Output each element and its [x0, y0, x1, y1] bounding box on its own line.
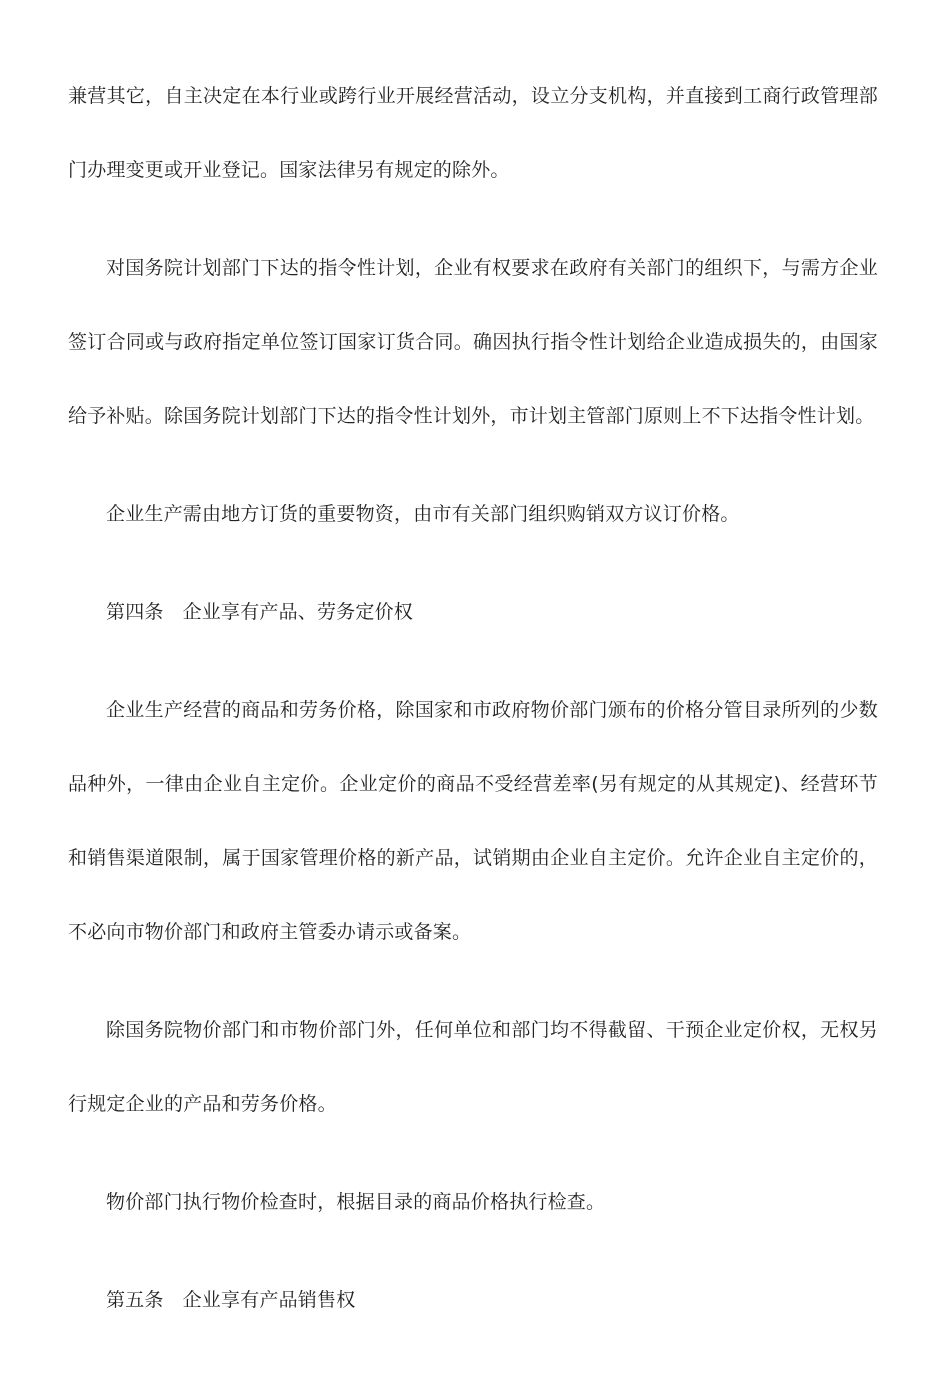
article-5-heading	[68, 1263, 878, 1337]
paragraph-7: 物价部门执行物价检查时，根据目录的商品价格执行检查。	[106, 1191, 606, 1213]
article-number: 第四条	[106, 601, 164, 623]
paragraph-1: 兼营其它，自主决定在本行业或跨行业开展经营活动，设立分支机构，并直接到工商行政管理部门办理变更或开业登记。国家法律另有规定的除外。	[68, 85, 878, 181]
article-4-heading	[68, 575, 878, 649]
article-title: 企业享有产品、劳务定价权	[182, 601, 414, 623]
paragraph-3: 企业生产需由地方订货的重要物资，由市有关部门组织购销双方议订价格。	[106, 503, 740, 525]
document-body	[68, 85, 878, 1387]
paragraph-6: 除国务院物价部门和市物价部门外，任何单位和部门均不得截留、干预企业定价权，无权另行规定企业的产品和劳务价格。	[68, 1019, 878, 1115]
article-number: 第五条	[106, 1289, 164, 1311]
article-title: 企业享有产品销售权	[182, 1289, 356, 1311]
paragraph-2: 对国务院计划部门下达的指令性计划，企业有权要求在政府有关部门的组织下，与需方企业签订合同或与政府指定单位签订国家订货合同。确因执行指令性计划给企业造成损失的，由国家给予补贴。除国务院计划部门下达的指令性计划外，市计划主管部门原则上不下达指令性计划。	[68, 257, 878, 427]
paragraph-5: 企业生产经营的商品和劳务价格，除国家和市政府物价部门颁布的价格分管目录所列的少数品种外，一律由企业自主定价。企业定价的商品不受经营差率(另有规定的从其规定)、经营环节和销售渠道限制，属于国家管理价格的新产品，试销期由企业自主定价。允许企业自主定价的，不必向市物价部门和政府主管委办请示或备案。	[68, 699, 878, 943]
